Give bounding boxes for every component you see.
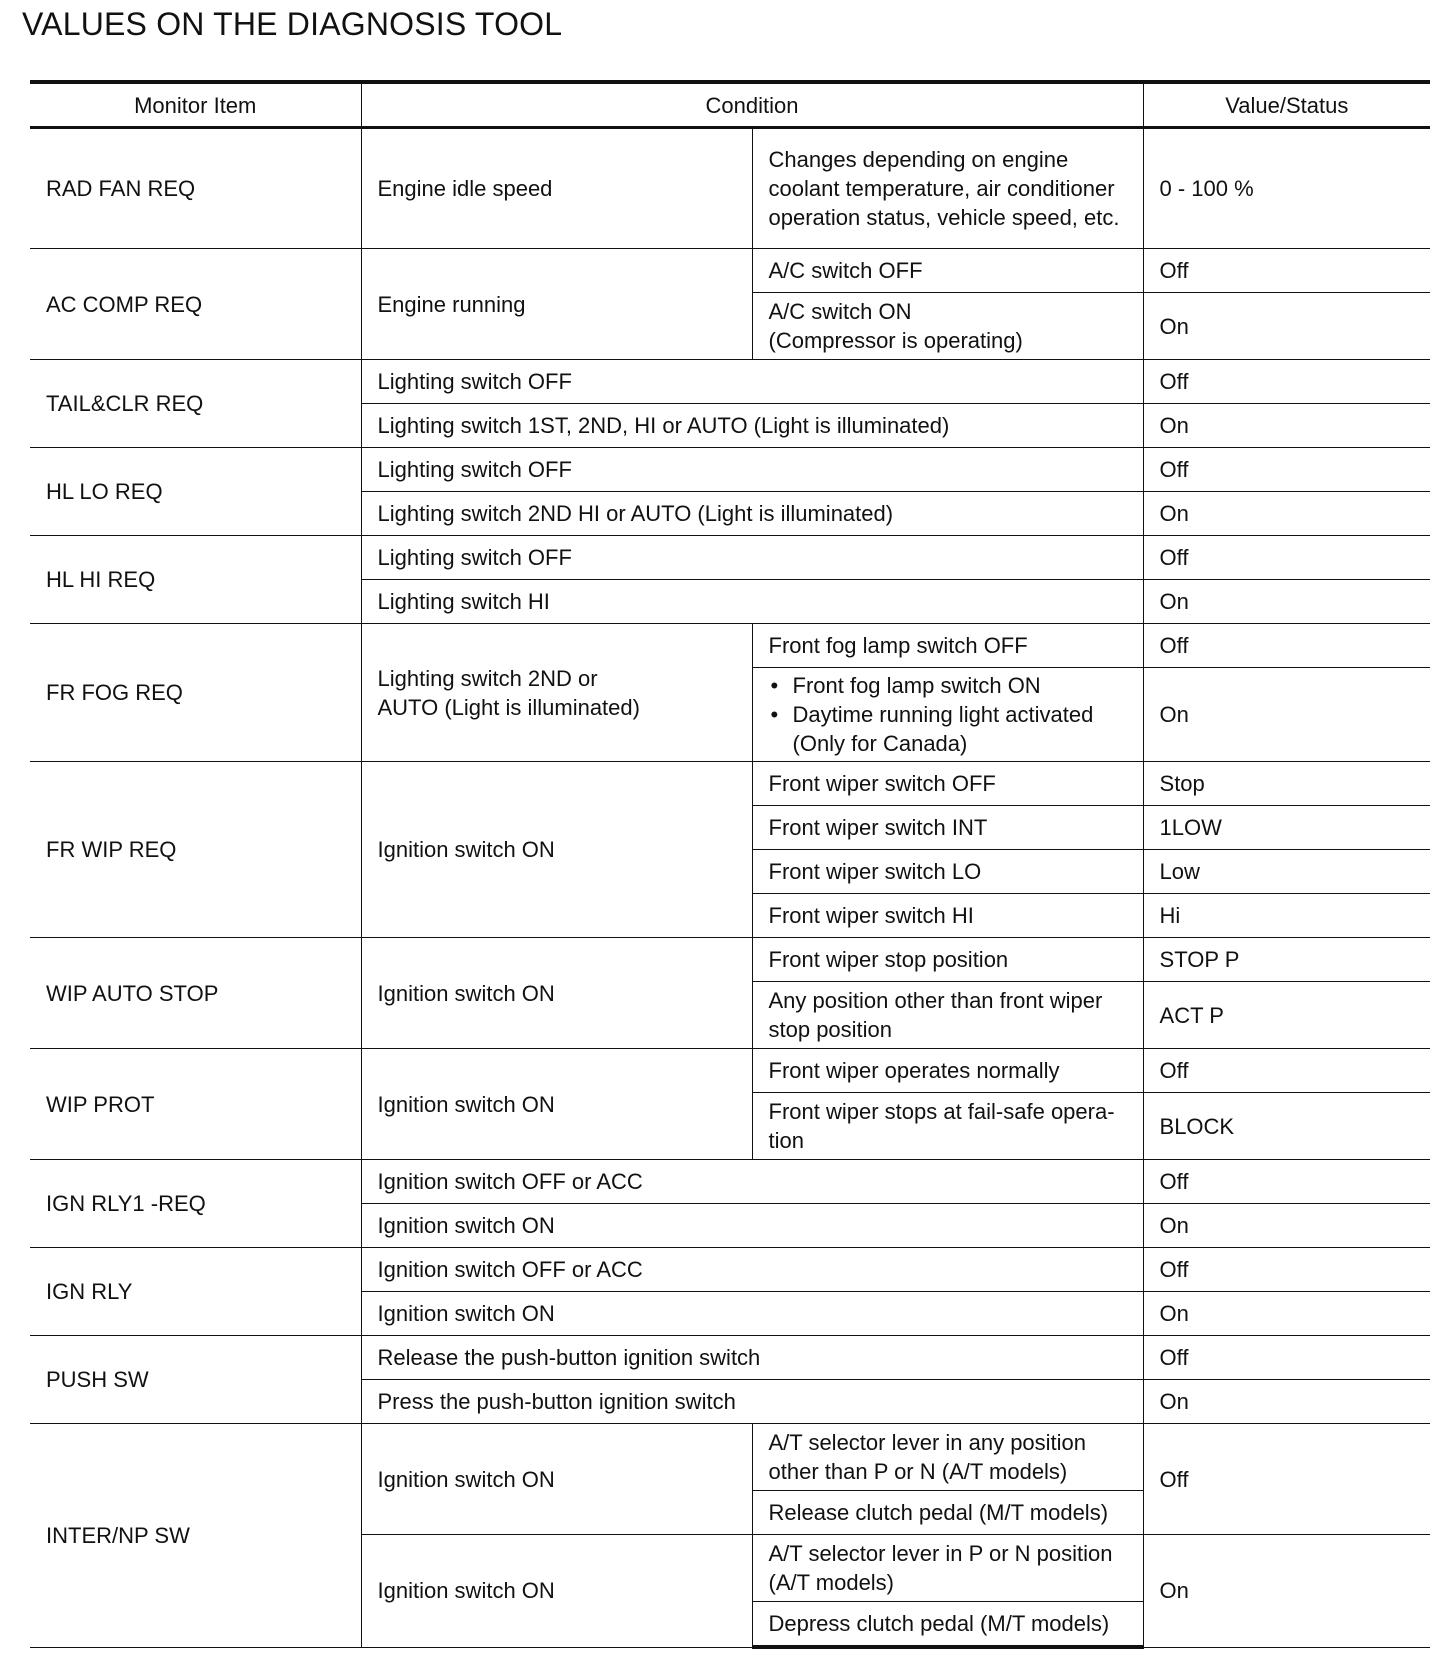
value-status: On <box>1143 492 1430 536</box>
bullet-item: • Front fog lamp switch ON <box>769 671 1129 700</box>
value-status: On <box>1143 1380 1430 1424</box>
monitor-item: RAD FAN REQ <box>30 128 361 249</box>
value-status: Off <box>1143 624 1430 668</box>
condition: Ignition switch ON <box>361 1424 752 1535</box>
sub-condition: A/T selector lever in P or N position (A/T models) <box>752 1535 1143 1602</box>
value-status: 1LOW <box>1143 806 1430 850</box>
diagnosis-values-table <box>30 80 1430 1649</box>
monitor-item: IGN RLY1 -REQ <box>30 1160 361 1248</box>
table-row <box>30 938 1430 982</box>
value-status: 0 - 100 % <box>1143 128 1430 249</box>
monitor-item: AC COMP REQ <box>30 249 361 360</box>
condition: Lighting switch 1ST, 2ND, HI or AUTO (Light is illuminated) <box>361 404 1143 448</box>
table-row <box>30 1424 1430 1491</box>
condition: Release the push-button ignition switch <box>361 1336 1143 1380</box>
value-status: Stop <box>1143 762 1430 806</box>
header-row <box>30 82 1430 128</box>
sub-condition: Front wiper switch INT <box>752 806 1143 850</box>
sub-condition-line: A/C switch ON <box>768 299 912 324</box>
sub-condition: Depress clutch pedal (M/T models) <box>752 1602 1143 1648</box>
header-condition: Condition <box>361 82 1143 128</box>
condition: Ignition switch ON <box>361 938 752 1049</box>
table-row <box>30 1049 1430 1093</box>
monitor-item: HL LO REQ <box>30 448 361 536</box>
condition: Lighting switch OFF <box>361 536 1143 580</box>
value-status: On <box>1143 1292 1430 1336</box>
condition: Ignition switch ON <box>361 1049 752 1160</box>
condition: Lighting switch HI <box>361 580 1143 624</box>
value-status: ACT P <box>1143 982 1430 1049</box>
condition-line: AUTO (Light is illuminated) <box>377 694 640 720</box>
value-status: On <box>1143 1535 1430 1648</box>
sub-condition: Front wiper switch HI <box>752 894 1143 938</box>
sub-condition-line: (Compressor is operating) <box>768 328 1023 353</box>
monitor-item: FR WIP REQ <box>30 762 361 938</box>
header-monitor-item: Monitor Item <box>30 82 361 128</box>
sub-condition: A/T selector lever in any position other than P or N (A/T models) <box>752 1424 1143 1491</box>
value-status: On <box>1143 404 1430 448</box>
value-status: On <box>1143 293 1430 360</box>
value-status: Off <box>1143 536 1430 580</box>
monitor-item: INTER/NP SW <box>30 1424 361 1648</box>
value-status: On <box>1143 580 1430 624</box>
condition: Engine running <box>361 249 752 360</box>
condition: Ignition switch OFF or ACC <box>361 1248 1143 1292</box>
sub-condition: Any position other than front wiper stop position <box>752 982 1143 1049</box>
table-row <box>30 536 1430 580</box>
table-row <box>30 1336 1430 1380</box>
value-status: Off <box>1143 1160 1430 1204</box>
condition <box>361 624 752 762</box>
sub-condition: Front wiper stops at fail-safe opera-tion <box>752 1093 1143 1160</box>
bullet-item: • Daytime running light activated (Only for Canada) <box>769 700 1129 758</box>
sub-condition: Release clutch pedal (M/T models) <box>752 1491 1143 1535</box>
value-status: Off <box>1143 448 1430 492</box>
condition: Lighting switch 2ND HI or AUTO (Light is illuminated) <box>361 492 1143 536</box>
condition: Press the push-button ignition switch <box>361 1380 1143 1424</box>
table-row <box>30 1160 1430 1204</box>
monitor-item: PUSH SW <box>30 1336 361 1424</box>
header-value-status: Value/Status <box>1143 82 1430 128</box>
sub-condition: Front wiper switch LO <box>752 850 1143 894</box>
condition: Lighting switch OFF <box>361 448 1143 492</box>
table-row <box>30 360 1430 404</box>
sub-condition: Changes depending on engine coolant temperature, air conditioner operation status, vehicle speed, etc. <box>752 128 1143 249</box>
value-status: Off <box>1143 360 1430 404</box>
value-status: Off <box>1143 1248 1430 1292</box>
condition: Ignition switch ON <box>361 762 752 938</box>
table-row <box>30 762 1430 806</box>
page-title: VALUES ON THE DIAGNOSIS TOOL <box>22 6 563 42</box>
condition: Ignition switch ON <box>361 1292 1143 1336</box>
value-status: Off <box>1143 1049 1430 1093</box>
table-row <box>30 249 1430 293</box>
table-row <box>30 448 1430 492</box>
sub-condition: Front wiper operates normally <box>752 1049 1143 1093</box>
condition-line: Lighting switch 2ND or <box>377 665 598 691</box>
condition: Ignition switch ON <box>361 1204 1143 1248</box>
condition: Ignition switch OFF or ACC <box>361 1160 1143 1204</box>
monitor-item: FR FOG REQ <box>30 624 361 762</box>
sub-condition: A/C switch OFF <box>752 249 1143 293</box>
bullet-list <box>769 671 1129 758</box>
value-status: BLOCK <box>1143 1093 1430 1160</box>
value-status: On <box>1143 668 1430 762</box>
value-status: Off <box>1143 249 1430 293</box>
monitor-item: HL HI REQ <box>30 536 361 624</box>
sub-condition <box>752 668 1143 762</box>
monitor-item: WIP PROT <box>30 1049 361 1160</box>
table-row <box>30 1248 1430 1292</box>
value-status: Off <box>1143 1424 1430 1535</box>
value-status: On <box>1143 1204 1430 1248</box>
value-status: STOP P <box>1143 938 1430 982</box>
sub-condition: Front fog lamp switch OFF <box>752 624 1143 668</box>
value-status: Off <box>1143 1336 1430 1380</box>
sub-condition: Front wiper stop position <box>752 938 1143 982</box>
sub-condition: Front wiper switch OFF <box>752 762 1143 806</box>
monitor-item: IGN RLY <box>30 1248 361 1336</box>
monitor-item: TAIL&CLR REQ <box>30 360 361 448</box>
value-status: Low <box>1143 850 1430 894</box>
condition: Lighting switch OFF <box>361 360 1143 404</box>
monitor-item: WIP AUTO STOP <box>30 938 361 1049</box>
value-status: Hi <box>1143 894 1430 938</box>
table-row <box>30 624 1430 668</box>
condition: Engine idle speed <box>361 128 752 249</box>
sub-condition <box>752 293 1143 360</box>
condition: Ignition switch ON <box>361 1535 752 1648</box>
table-row <box>30 128 1430 249</box>
